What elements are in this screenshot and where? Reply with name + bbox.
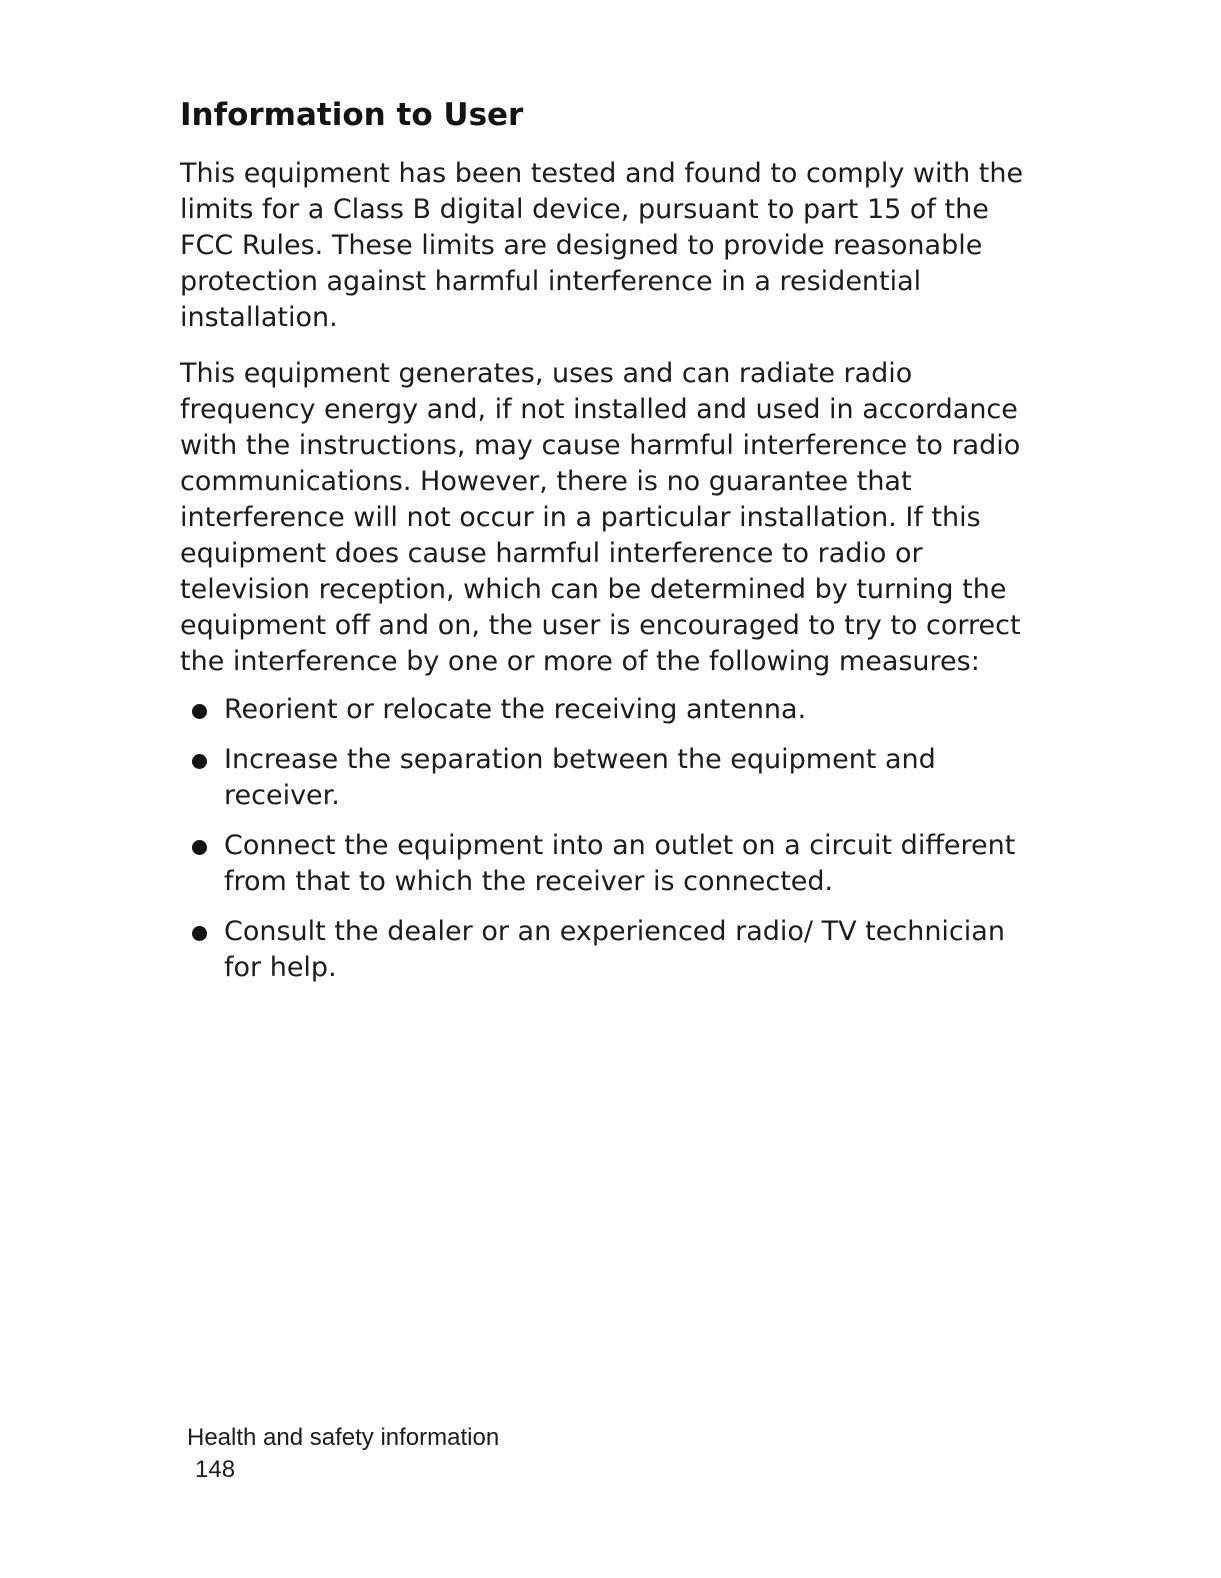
compliance-paragraph: This equipment has been tested and found to comply with the limits for a Class B digital device, pursuant to part 15 of the FCC Rules. These limits are designed to provide reasonable protection against harmful interference in a residential installation. (180, 158, 1024, 333)
list-item (180, 692, 1040, 728)
bullet-icon (192, 926, 207, 941)
bullet-icon (192, 840, 207, 855)
measure-text: Reorient or relocate the receiving antenna. (224, 694, 807, 725)
list-item (180, 914, 1040, 986)
list-item (180, 742, 1040, 814)
bullet-icon (192, 704, 207, 719)
interference-paragraph: This equipment generates, uses and can radiate radio frequency energy and, if not installed and used in accordance with the instructions, may cause harmful interference to radio communications. However, there is no guarantee that interference will not occur in a particular installation. If this equipment does cause harmful interference to radio or television reception, which can be determined by turning the equipment off and on, the user is encouraged to try to correct the interference by one or more of the following measures: (180, 358, 1021, 677)
bullet-icon (192, 754, 207, 769)
list-item (180, 828, 1040, 900)
footer-section-title: Health and safety information (187, 1424, 500, 1451)
measures-list (180, 692, 1040, 1000)
page-title: Information to User (180, 97, 524, 133)
page-number: 148 (195, 1456, 236, 1483)
measure-text: Increase the separation between the equipment and receiver. (224, 744, 936, 811)
measure-text: Connect the equipment into an outlet on a circuit different from that to which the receiver is connected. (224, 830, 1016, 897)
measure-text: Consult the dealer or an experienced radio/ TV technician for help. (224, 916, 1005, 983)
